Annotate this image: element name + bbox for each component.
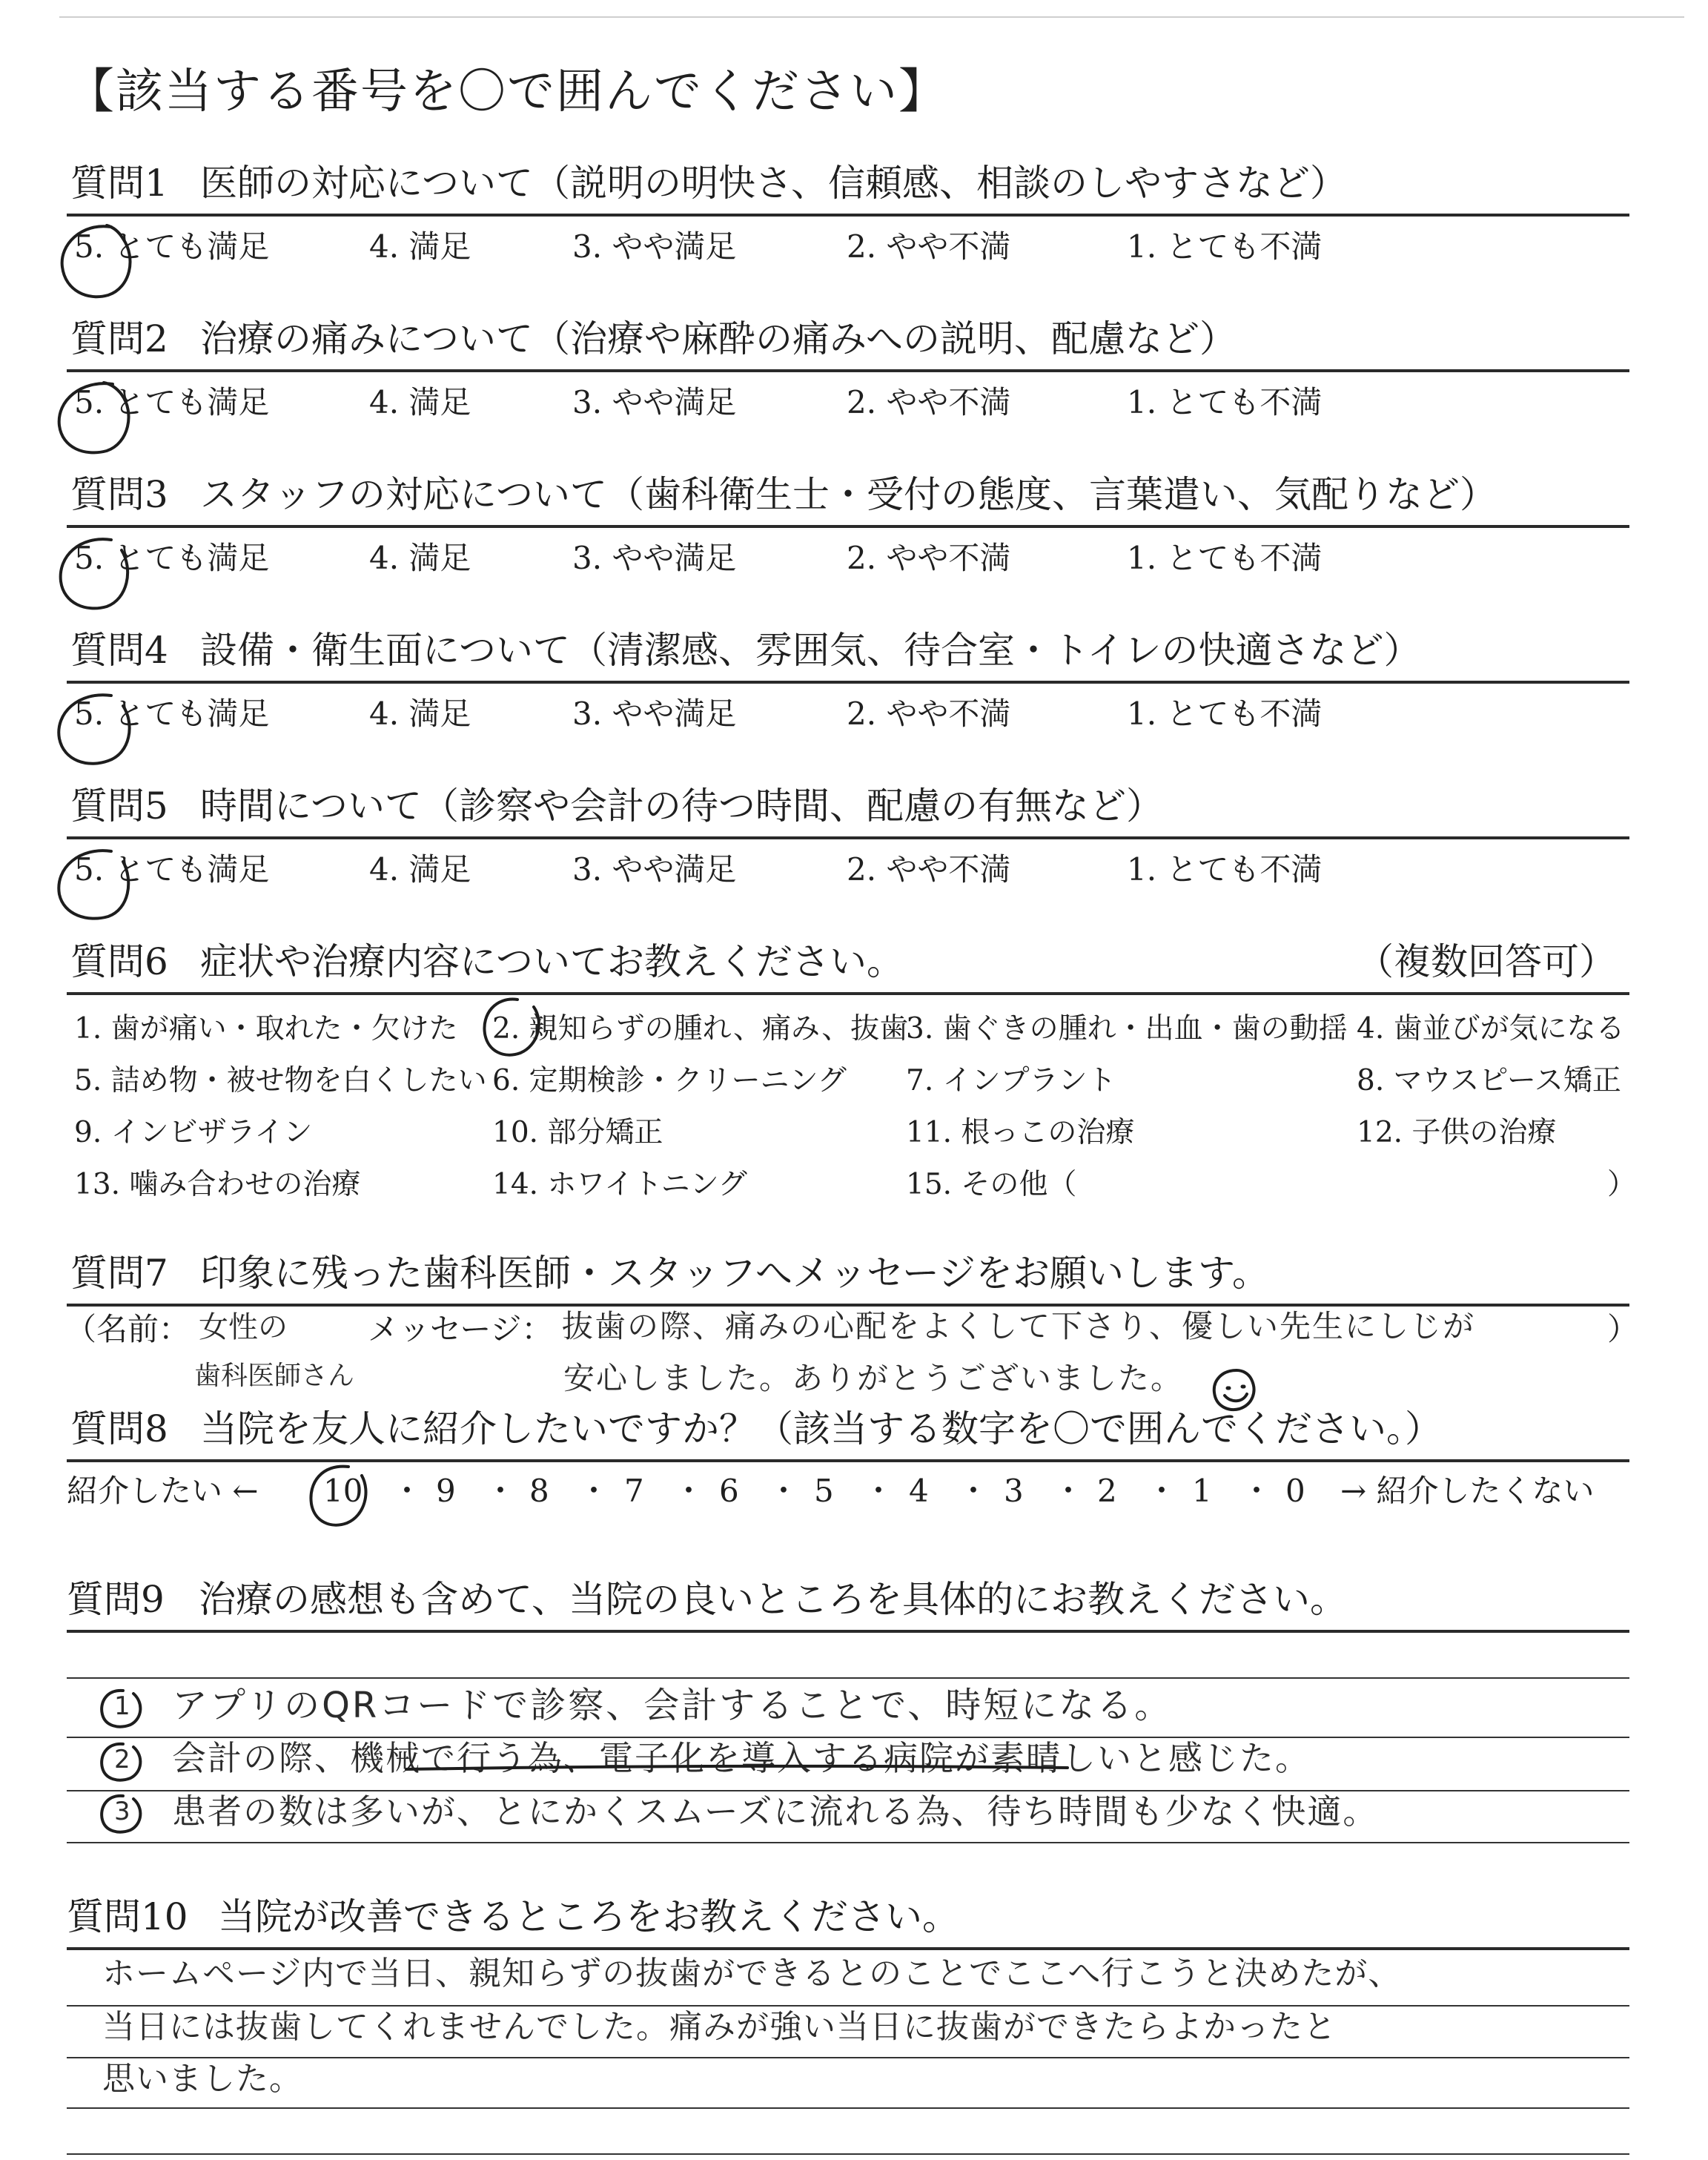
q8-scale-1[interactable]: 1	[1192, 1473, 1212, 1509]
q10-answer-line-2[interactable]: 当日には抜歯してくれませんでした。痛みが強い当日に抜歯ができたらよかったと	[102, 2008, 1337, 2046]
q7-text: 印象に残った歯科医師・スタッフへメッセージをお願いします。	[200, 1252, 1269, 1295]
q7-name-value[interactable]: 女性の	[199, 1310, 288, 1344]
q4-label: 質問4	[70, 629, 168, 672]
q6-label: 質問6	[70, 940, 168, 983]
q8-scale-4[interactable]: 4	[909, 1473, 929, 1509]
q3-rule	[67, 525, 1629, 528]
q8-scale-7[interactable]: 7	[624, 1473, 644, 1509]
q2-rule	[67, 369, 1629, 372]
q8-scale-8[interactable]: 8	[529, 1473, 549, 1509]
q8-scale-3[interactable]: 3	[1004, 1473, 1024, 1509]
q6-item[interactable]: 6. 定期検診・クリーニング	[492, 1064, 847, 1097]
q10-answer-line-1[interactable]: ホームページ内で当日、親知らずの抜歯ができるとのことでここへ行こうと決めたが、	[102, 1955, 1402, 1992]
q1-option-2[interactable]: 2. やや不満	[847, 228, 1011, 265]
q10-answer-line	[67, 2153, 1629, 2155]
q9-answer-3[interactable]: 患者の数は多いが、とにかくスムーズに流れる為、待ち時間も少なく快適。	[172, 1791, 1379, 1832]
q8-sep: ・	[1053, 1473, 1085, 1509]
q7-message-label: メッセージ：	[368, 1311, 553, 1347]
q8-sep: ・	[391, 1473, 423, 1509]
q10-rule	[67, 1947, 1629, 1950]
q2-option-5[interactable]: 5. とても満足	[74, 384, 270, 420]
q2-option-4[interactable]: 4. 満足	[369, 384, 471, 420]
q5-option-2[interactable]: 2. やや不満	[847, 851, 1011, 888]
q8-scale-2[interactable]: 2	[1097, 1473, 1117, 1509]
q3-text: スタッフの対応について（歯科衛生士・受付の態度、言葉遣い、気配りなど）	[200, 473, 1497, 516]
q5-rule	[67, 836, 1629, 839]
q1-option-5[interactable]: 5. とても満足	[74, 228, 270, 265]
q1-option-4[interactable]: 4. 満足	[369, 228, 471, 265]
q6-item[interactable]: 2. 親知らずの腫れ、痛み、抜歯	[492, 1012, 909, 1046]
q5-text: 時間について（診察や会計の待つ時間、配慮の有無など）	[200, 785, 1163, 828]
page-title: 【該当する番号を〇で囲んでください】	[67, 65, 947, 119]
q4-option-3[interactable]: 3. やや満足	[572, 696, 737, 732]
q6-text: 症状や治療内容についてお教えください。	[200, 940, 904, 983]
q10-answer-line	[67, 2107, 1629, 2109]
q3-option-5[interactable]: 5. とても満足	[74, 540, 270, 576]
q2-option-2[interactable]: 2. やや不満	[847, 384, 1011, 420]
q9-answer-line	[67, 1842, 1629, 1843]
q6-item[interactable]: 11. 根っこの治療	[906, 1116, 1135, 1149]
q10-answer-line	[67, 2057, 1629, 2058]
q7-message-value-2[interactable]: 安心しました。ありがとうございました。	[563, 1360, 1184, 1396]
q5-label: 質問5	[70, 785, 168, 828]
q7-close: ）	[1607, 1311, 1639, 1347]
q6-item[interactable]: 15. その他（	[906, 1168, 1077, 1201]
q9-answer-2[interactable]: 会計の際、機械で行う為、電子化を導入する病院が素晴しいと感じた。	[172, 1738, 1311, 1778]
q10-text: 当院が改善できるところをお教えください。	[218, 1895, 959, 1938]
q7-name-value-2[interactable]: 歯科医師さん	[194, 1361, 355, 1391]
q3-option-3[interactable]: 3. やや満足	[572, 540, 737, 576]
q8-sep: ・	[1241, 1473, 1273, 1509]
q8-label: 質問8	[70, 1407, 168, 1450]
q3-option-4[interactable]: 4. 満足	[369, 540, 471, 576]
q1-option-3[interactable]: 3. やや満足	[572, 228, 737, 265]
q2-label: 質問2	[70, 317, 168, 360]
q8-scale-9[interactable]: 9	[436, 1473, 456, 1509]
q4-option-5[interactable]: 5. とても満足	[74, 696, 270, 732]
q8-scale-5[interactable]: 5	[814, 1473, 834, 1509]
q1-label: 質問1	[70, 162, 168, 205]
q9-answer-1[interactable]: アプリのQRコードで診察、会計することで、時短になる。	[172, 1685, 1173, 1726]
q8-sep: ・	[1146, 1473, 1178, 1509]
q6-item[interactable]: 13. 噛み合わせの治療	[74, 1168, 361, 1201]
q6-item[interactable]: 4. 歯並びが気になる	[1357, 1012, 1625, 1046]
q5-option-4[interactable]: 4. 満足	[369, 851, 471, 888]
q4-option-1[interactable]: 1. とても不満	[1127, 696, 1323, 732]
q8-left-label: 紹介したい ←	[67, 1473, 259, 1509]
q7-message-value[interactable]: 抜歯の際、痛みの心配をよくして下さり、優しい先生にしじが	[562, 1308, 1476, 1344]
q2-text: 治療の痛みについて（治療や麻酔の痛みへの説明、配慮など）	[200, 317, 1237, 360]
scan-top-edge	[59, 16, 1684, 18]
q8-rule	[67, 1459, 1629, 1462]
q8-sep: ・	[485, 1473, 517, 1509]
q7-rule	[67, 1304, 1629, 1307]
q9-answer-2-number: 2	[114, 1745, 130, 1774]
q8-sep: ・	[863, 1473, 895, 1509]
q4-text: 設備・衛生面について（清潔感、雰囲気、待合室・トイレの快適さなど）	[200, 629, 1421, 672]
q8-scale-0[interactable]: 0	[1285, 1473, 1305, 1509]
q7-label: 質問7	[70, 1252, 168, 1295]
q3-option-2[interactable]: 2. やや不満	[847, 540, 1011, 576]
q6-item[interactable]: 14. ホワイトニング	[492, 1168, 747, 1201]
q8-sep: ・	[578, 1473, 610, 1509]
q4-option-2[interactable]: 2. やや不満	[847, 696, 1011, 732]
q6-note: （複数回答可）	[1357, 940, 1616, 983]
q10-answer-line-3[interactable]: 思いました。	[102, 2060, 302, 2098]
q8-right-label: → 紹介したくない	[1340, 1473, 1595, 1509]
q8-scale-10[interactable]: 10	[323, 1473, 363, 1509]
q3-option-1[interactable]: 1. とても不満	[1127, 540, 1323, 576]
q5-option-1[interactable]: 1. とても不満	[1127, 851, 1323, 888]
q6-other-close: ）	[1607, 1168, 1637, 1201]
q9-answer-line	[67, 1677, 1629, 1679]
q2-option-3[interactable]: 3. やや満足	[572, 384, 737, 420]
q10-answer-line	[67, 2005, 1629, 2007]
q4-rule	[67, 681, 1629, 684]
q2-option-1[interactable]: 1. とても不満	[1127, 384, 1323, 420]
q6-item[interactable]: 7. インプラント	[906, 1064, 1116, 1097]
q1-text: 医師の対応について（説明の明快さ、信頼感、相談のしやすさなど）	[200, 162, 1347, 205]
q1-rule	[67, 214, 1629, 217]
q10-label: 質問10	[67, 1895, 188, 1938]
q9-answer-3-number: 3	[114, 1797, 130, 1826]
q7-name-label: （名前：	[65, 1311, 191, 1347]
q6-item[interactable]: 1. 歯が痛い・取れた・欠けた	[74, 1012, 458, 1046]
q5-option-3[interactable]: 3. やや満足	[572, 851, 737, 888]
q3-label: 質問3	[70, 473, 168, 516]
q8-text: 当院を友人に紹介したいですか？（該当する数字を〇で囲んでください。）	[200, 1407, 1442, 1450]
q9-rule	[67, 1630, 1629, 1633]
q6-item[interactable]: 10. 部分矯正	[492, 1116, 663, 1149]
q5-option-5[interactable]: 5. とても満足	[74, 851, 270, 888]
q9-label: 質問9	[67, 1578, 165, 1621]
smiley-face-drawing	[1214, 1370, 1254, 1410]
q9-answer-1-number: 1	[114, 1691, 130, 1721]
q4-option-4[interactable]: 4. 満足	[369, 696, 471, 732]
q8-scale-6[interactable]: 6	[719, 1473, 739, 1509]
q8-sep: ・	[958, 1473, 990, 1509]
q6-item[interactable]: 9. インビザライン	[74, 1116, 313, 1149]
q6-item[interactable]: 8. マウスピース矯正	[1357, 1064, 1621, 1097]
q8-sep: ・	[768, 1473, 800, 1509]
q6-rule	[67, 992, 1629, 995]
q1-option-1[interactable]: 1. とても不満	[1127, 228, 1323, 265]
q8-sep: ・	[673, 1473, 705, 1509]
q9-text: 治療の感想も含めて、当院の良いところを具体的にお教えください。	[199, 1578, 1347, 1621]
q6-item[interactable]: 5. 詰め物・被せ物を白くしたい	[74, 1064, 487, 1097]
q6-item[interactable]: 12. 子供の治療	[1357, 1116, 1557, 1149]
q6-item[interactable]: 3. 歯ぐきの腫れ・出血・歯の動揺	[906, 1012, 1348, 1046]
